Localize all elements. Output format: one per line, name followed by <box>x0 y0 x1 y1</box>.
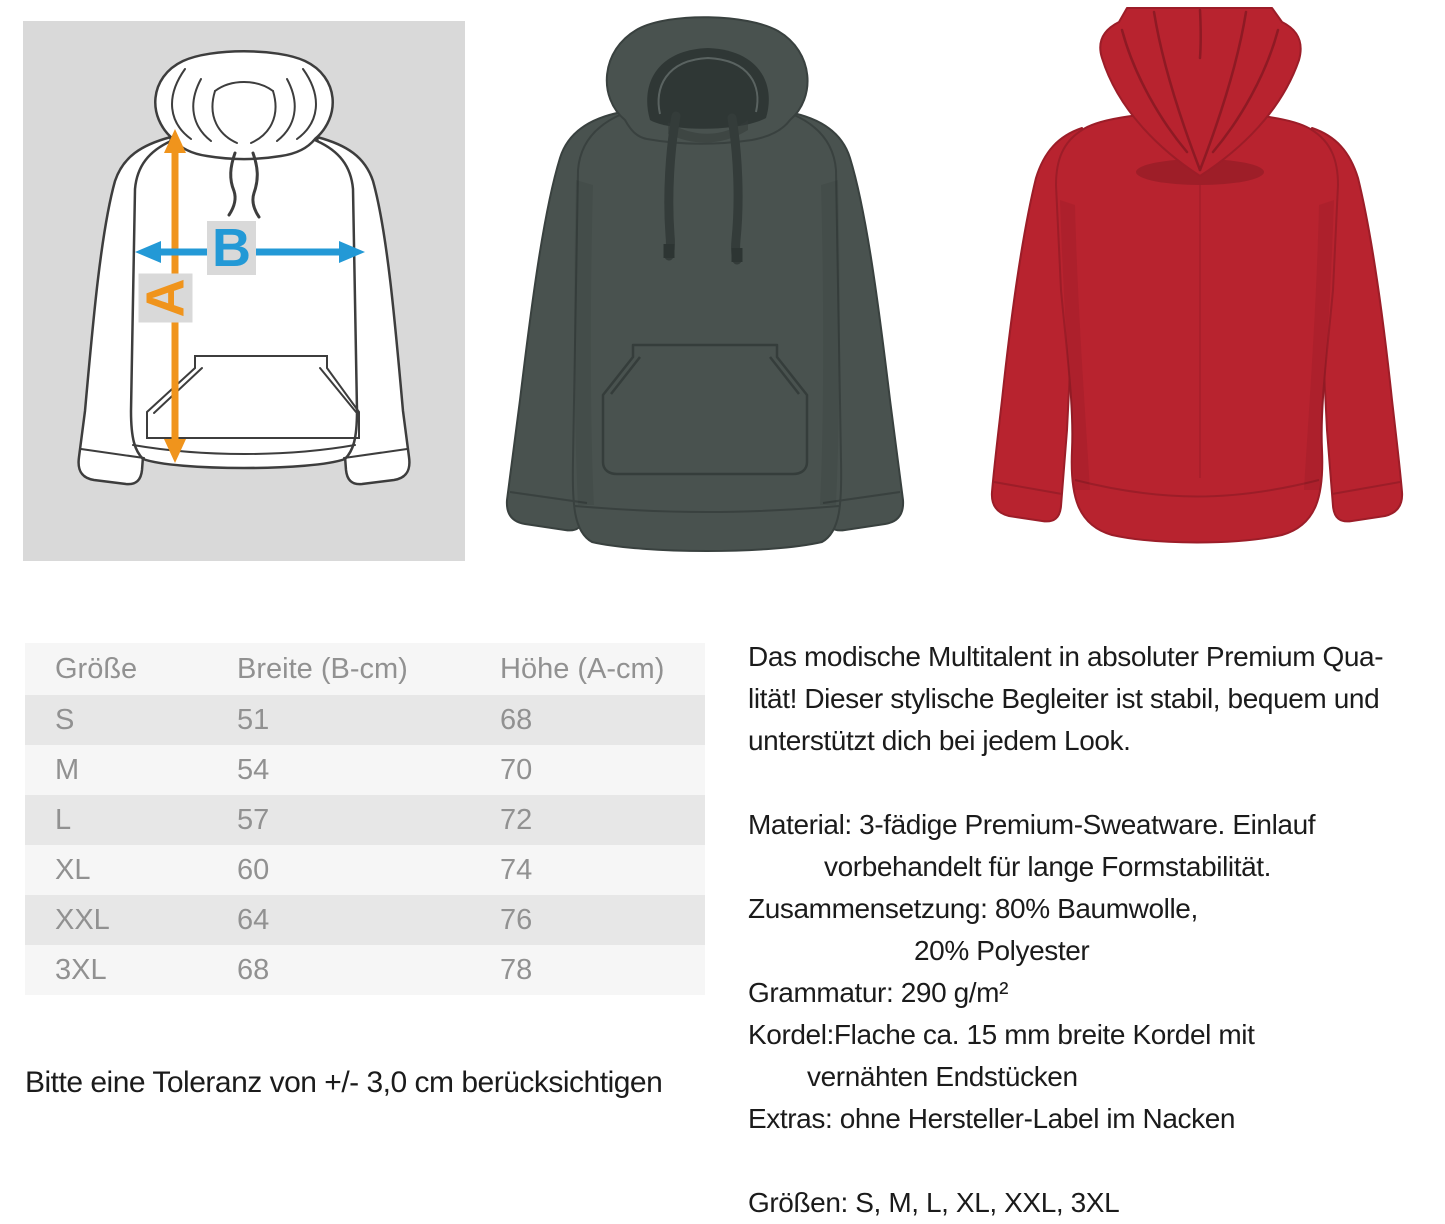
size-table-header-row <box>25 643 705 695</box>
description-line: Kordel:Flache ca. 15 mm breite Kordel mit <box>748 1019 1255 1050</box>
width-label-b: B <box>207 221 256 275</box>
cell-width: 54 <box>237 753 270 786</box>
hoodie-front-photo <box>470 0 930 570</box>
cell-size: M <box>55 753 80 786</box>
col-header-size: Größe <box>55 652 138 685</box>
cell-height: 70 <box>500 753 533 786</box>
hoodie-back-illustration <box>982 0 1445 570</box>
description-line: vernähten Endstücken <box>807 1061 1078 1092</box>
cell-size: XXL <box>55 903 110 936</box>
table-row <box>25 845 705 895</box>
cell-width: 68 <box>237 953 270 986</box>
description-line <box>748 762 1445 804</box>
cell-width: 64 <box>237 903 270 936</box>
description-line: Größen: S, M, L, XL, XXL, 3XL <box>748 1187 1120 1218</box>
description-line: lität! Dieser stylische Begleiter ist stabil, bequem und <box>748 683 1380 714</box>
description-line: Grammatur: 290 g/m² <box>748 977 1009 1008</box>
product-description <box>748 636 1445 1224</box>
description-line: Material: 3-fädige Premium-Sweatware. Einlauf <box>748 809 1316 840</box>
table-row <box>25 795 705 845</box>
col-header-width: Breite (B-cm) <box>237 652 408 685</box>
table-row <box>25 895 705 945</box>
cell-height: 68 <box>500 703 533 736</box>
table-row <box>25 745 705 795</box>
description-line: vorbehandelt für lange Formstabilität. <box>824 851 1272 882</box>
cell-height: 74 <box>500 853 533 886</box>
description-line: 20% Polyester <box>914 935 1090 966</box>
description-line: Zusammensetzung: 80% Baumwolle, <box>748 893 1198 924</box>
hoodie-back-photo <box>982 0 1445 570</box>
description-line: Extras: ohne Hersteller-Label im Nacken <box>748 1103 1236 1134</box>
col-header-height: Höhe (A-cm) <box>500 652 665 685</box>
description-line <box>748 1140 1445 1182</box>
cell-width: 60 <box>237 853 270 886</box>
cell-width: 51 <box>237 703 270 736</box>
height-label-a: A <box>139 274 193 323</box>
cell-height: 72 <box>500 803 533 836</box>
tolerance-note: Bitte eine Toleranz von +/- 3,0 cm berücksichtigen <box>25 1066 663 1099</box>
description-line: unterstützt dich bei jedem Look. <box>748 725 1131 756</box>
table-row <box>25 695 705 745</box>
sketch-hood <box>155 51 332 159</box>
cell-size: XL <box>55 853 91 886</box>
description-line: Das modische Multitalent in absoluter Premium Qua- <box>748 641 1384 672</box>
cell-width: 57 <box>237 803 270 836</box>
cell-height: 78 <box>500 953 533 986</box>
cell-size: L <box>55 803 72 836</box>
size-diagram-panel <box>23 21 465 561</box>
hoodie-front-illustration <box>470 0 930 570</box>
cell-height: 76 <box>500 903 533 936</box>
table-row <box>25 945 705 995</box>
cell-size: S <box>55 703 75 736</box>
cell-size: 3XL <box>55 953 107 986</box>
hoodie-line-drawing <box>23 21 465 561</box>
size-table <box>25 643 705 995</box>
